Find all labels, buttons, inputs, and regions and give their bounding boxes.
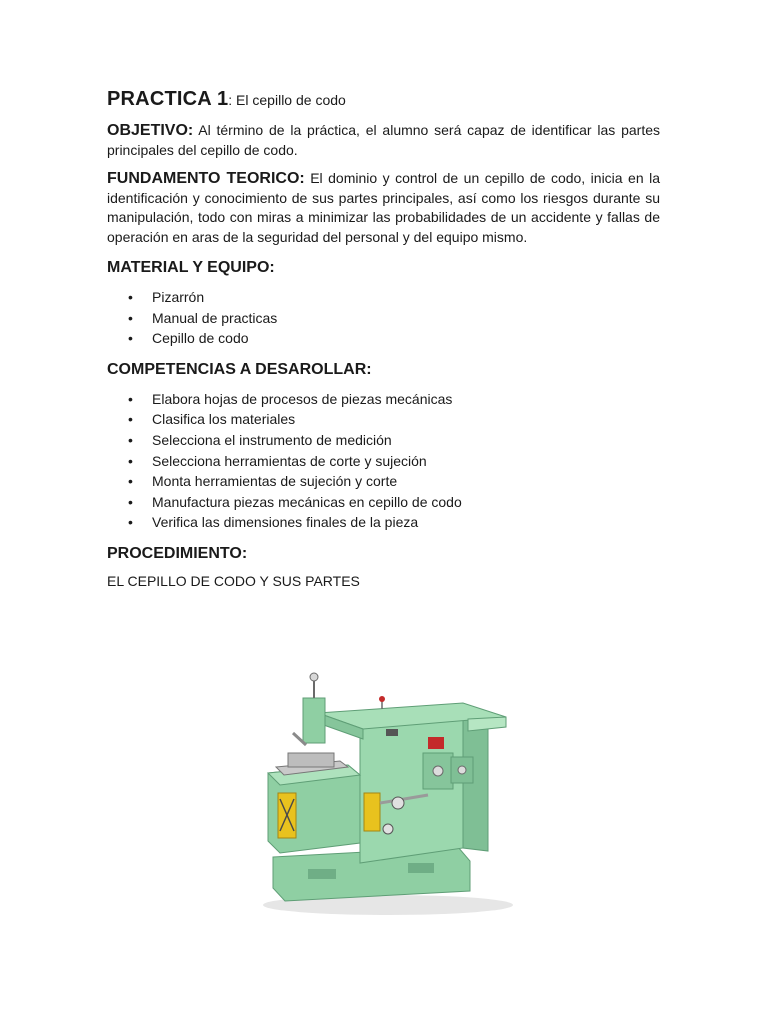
practice-subtitle: : El cepillo de codo <box>228 92 346 108</box>
list-item: • Pizarrón <box>107 287 660 308</box>
list-item: • Verifica las dimensiones finales de la pieza <box>107 512 660 533</box>
shaper-machine-illustration <box>248 643 520 929</box>
bullet-icon: • <box>128 411 133 428</box>
shaper-machine-figure <box>248 643 520 929</box>
bullet-icon: • <box>128 309 133 326</box>
bullet-icon: • <box>128 514 133 531</box>
list-item: • Selecciona el instrumento de medición <box>107 430 660 451</box>
list-item: • Monta herramientas de sujeción y corte <box>107 471 660 492</box>
bullet-icon: • <box>128 330 133 347</box>
procedure-heading: PROCEDIMIENTO: <box>107 544 248 562</box>
list-item: • Cepillo de codo <box>107 328 660 349</box>
bullet-icon: • <box>128 289 133 305</box>
materials-list <box>107 287 660 349</box>
foundation-paragraph <box>107 169 660 247</box>
list-item: • Manual de practicas <box>107 308 660 329</box>
bullet-icon: • <box>128 473 133 490</box>
practice-title-line <box>107 88 660 111</box>
competencies-heading: COMPETENCIAS A DESAROLLAR: <box>107 360 372 378</box>
competencies-list <box>107 389 660 533</box>
list-item: • Elabora hojas de procesos de piezas mecánicas <box>107 389 660 410</box>
objective-paragraph <box>107 121 660 160</box>
bullet-icon: • <box>128 431 133 448</box>
practice-title: PRACTICA 1 <box>107 88 229 110</box>
list-item: • Clasifica los materiales <box>107 409 660 430</box>
bullet-icon: • <box>128 390 133 407</box>
list-item: • Manufactura piezas mecánicas en cepillo de codo <box>107 492 660 513</box>
materials-heading: MATERIAL Y EQUIPO: <box>107 259 275 276</box>
bullet-icon: • <box>128 493 133 510</box>
procedure-subheading: EL CEPILLO DE CODO Y SUS PARTES <box>107 572 360 589</box>
document-page <box>107 88 660 589</box>
bullet-icon: • <box>128 452 133 469</box>
objective-label: OBJETIVO: <box>107 122 194 139</box>
foundation-text: El dominio y control de un cepillo de codo, inicia en la identificación y conocimiento de sus partes principales, así como los riesgos durante su manipulación, todo con miras a minimizar las probabilidades de un accidente y fallas de operación en aras de la seguridad del personal y del equipo mismo. <box>107 170 660 245</box>
foundation-label: FUNDAMENTO TEORICO: <box>107 170 305 187</box>
list-item: • Selecciona herramientas de corte y sujeción <box>107 451 660 472</box>
objective-text: Al término de la práctica, el alumno será capaz de identificar las partes principales del cepillo de codo. <box>107 122 660 158</box>
